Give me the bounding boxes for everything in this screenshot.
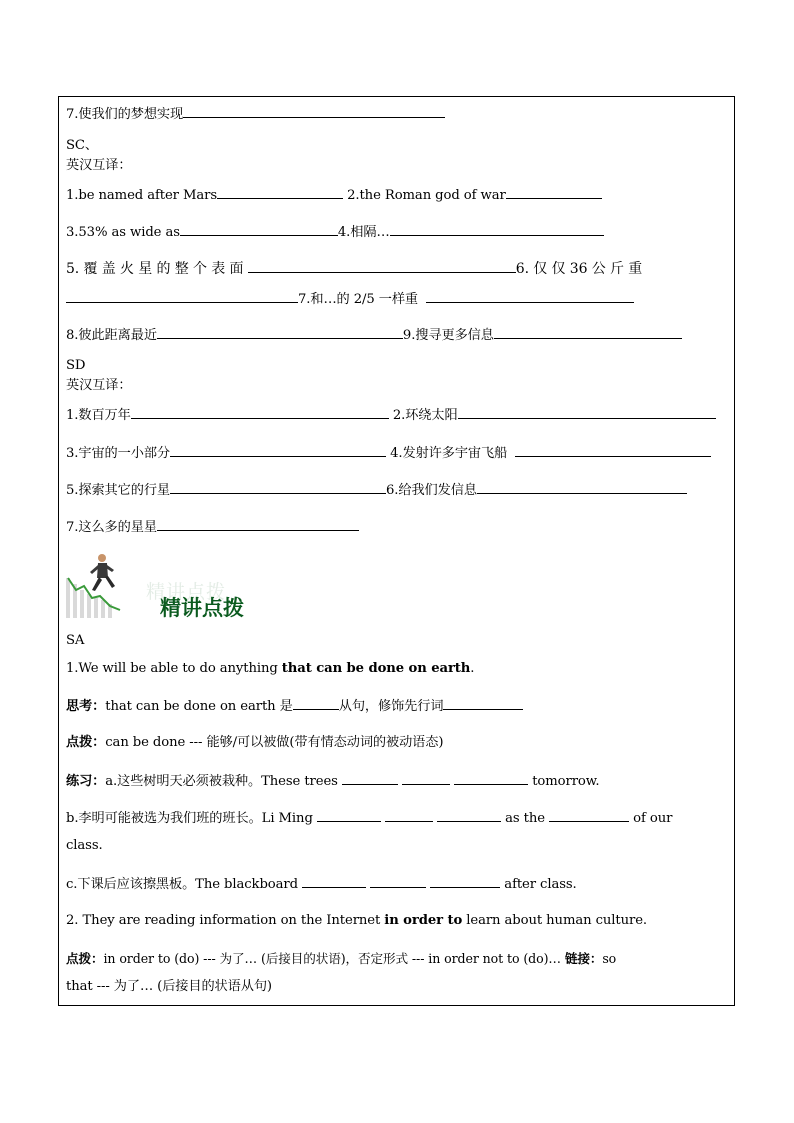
- line-sc-7: 7.和…的 2/5 一样重: [66, 289, 730, 310]
- answer-blank[interactable]: [549, 808, 629, 822]
- answer-blank[interactable]: [157, 325, 403, 339]
- answer-blank[interactable]: [477, 480, 687, 494]
- answer-blank[interactable]: [180, 222, 338, 236]
- answer-blank[interactable]: [385, 808, 433, 822]
- answer-blank[interactable]: [402, 771, 450, 785]
- answer-blank[interactable]: [390, 222, 604, 236]
- practice-b-cont: class.: [66, 838, 103, 853]
- answer-blank[interactable]: [426, 289, 634, 303]
- answer-blank[interactable]: [302, 874, 366, 888]
- answer-blank[interactable]: [430, 874, 500, 888]
- answer-blank[interactable]: [293, 696, 339, 710]
- answer-blank[interactable]: [494, 325, 682, 339]
- answer-blank[interactable]: [248, 259, 516, 273]
- line-sc-5-6: 5. 覆 盖 火 星 的 整 个 表 面 6. 仅 仅 36 公 斤 重: [66, 261, 643, 277]
- label-sd: SD: [66, 358, 86, 373]
- answer-blank[interactable]: [370, 874, 426, 888]
- practice-a: 练习：a.这些树明天必须被栽种。These trees tomorrow.: [66, 771, 730, 792]
- answer-blank[interactable]: [443, 696, 523, 710]
- label-sa: SA: [66, 633, 85, 648]
- answer-blank[interactable]: [131, 405, 389, 419]
- line-sd-1-2: 1.数百万年 2.环绕太阳: [66, 405, 730, 426]
- tip-line-1: 点拨：can be done --- 能够/可以被做(带有情态动词的被动语态): [66, 735, 444, 750]
- label-sc: SC、: [66, 138, 99, 153]
- line-sd-7: 7.这么多的星星: [66, 517, 730, 538]
- label-translate: 英汉互译：: [66, 378, 132, 393]
- answer-blank[interactable]: [170, 480, 386, 494]
- think-line: 思考：that can be done on earth 是 从句，修饰先行词: [66, 696, 730, 717]
- answer-blank[interactable]: [317, 808, 381, 822]
- answer-blank[interactable]: [437, 808, 501, 822]
- answer-blank[interactable]: [66, 289, 298, 303]
- answer-blank[interactable]: [515, 443, 711, 457]
- tip-line-2-cont: that --- 为了… (后接目的状语从句): [66, 979, 272, 994]
- practice-c: c.下课后应该擦黑板。The blackboard after class.: [66, 874, 730, 895]
- answer-blank[interactable]: [157, 517, 359, 531]
- answer-blank[interactable]: [217, 185, 343, 199]
- line-sc-8-9: 8.彼此距离最近 9.搜寻更多信息: [66, 325, 730, 346]
- answer-blank[interactable]: [458, 405, 716, 419]
- answer-blank[interactable]: [342, 771, 398, 785]
- line-sc-3-4: 3.53% as wide as 4.相隔…: [66, 222, 730, 243]
- tip-line-2: 点拨：in order to (do) --- 为了… (后接目的状语)，否定形式 --- in order not to (do)… 链接：so: [66, 951, 617, 966]
- line-7-dream: 7.使我们的梦想实现: [66, 104, 730, 125]
- practice-b: b.李明可能被选为我们班的班长。Li Ming as the of our: [66, 808, 730, 829]
- answer-blank[interactable]: [454, 771, 528, 785]
- line-sc-1-2: 1.be named after Mars 2.the Roman god of war: [66, 185, 730, 206]
- section-heading: 精讲点拨: [160, 596, 244, 620]
- section-heading-shadow: 精讲点拨: [146, 581, 227, 603]
- answer-blank[interactable]: [170, 443, 386, 457]
- answer-blank[interactable]: [183, 104, 445, 118]
- line-sd-3-4: 3.宇宙的一小部分 4.发射许多宇宙飞船: [66, 443, 730, 464]
- label-translate: 英汉互译：: [66, 158, 132, 173]
- running-man-chart-icon: [64, 550, 144, 620]
- answer-blank[interactable]: [506, 185, 602, 199]
- line-sd-5-6: 5.探索其它的行星 6.给我们发信息: [66, 480, 730, 501]
- sa-sentence-1: 1.We will be able to do anything that can be done on earth.: [66, 661, 475, 676]
- sa-sentence-2: 2. They are reading information on the Internet in order to learn about human culture.: [66, 913, 647, 928]
